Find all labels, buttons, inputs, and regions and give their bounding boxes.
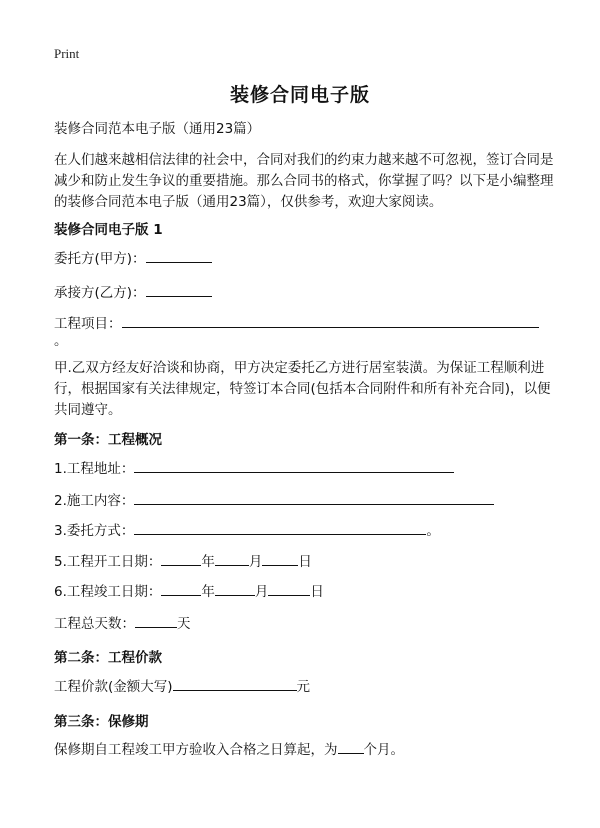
contractor-label: 承接方(乙方)：: [54, 285, 146, 301]
finish-year-unit: 年: [201, 584, 215, 600]
finish-year-blank[interactable]: [161, 581, 201, 596]
finish-day-unit: 日: [310, 584, 324, 600]
method-end-mark: 。: [426, 523, 440, 539]
total-days-unit: 天: [177, 616, 191, 632]
method-row: [54, 520, 440, 542]
finish-date-label: 6.工程竣工日期：: [54, 584, 162, 600]
article-1-heading: 第一条：工程概况: [54, 432, 162, 448]
project-blank[interactable]: [122, 313, 539, 328]
warranty-months-blank[interactable]: [338, 739, 364, 754]
contractor-blank[interactable]: [146, 282, 212, 297]
finish-day-blank[interactable]: [268, 581, 310, 596]
price-row: [54, 676, 310, 698]
address-row: [54, 458, 454, 480]
address-label: 1.工程地址：: [54, 461, 135, 477]
document-title: 装修合同电子版: [229, 84, 370, 106]
finish-month-unit: 月: [254, 584, 269, 600]
content-label: 2.施工内容：: [54, 493, 135, 509]
client-row: [54, 248, 212, 270]
project-row: [54, 313, 539, 335]
method-blank[interactable]: [134, 520, 426, 535]
price-label: 工程价款(金额大写): [54, 679, 173, 695]
method-label: 3.委托方式：: [54, 523, 135, 539]
document-subtitle: 装修合同范本电子版（通用23篇）: [54, 121, 261, 137]
start-month-unit: 月: [248, 554, 263, 570]
address-blank[interactable]: [134, 458, 454, 473]
finish-month-blank[interactable]: [215, 581, 255, 596]
project-end-mark: 。: [54, 333, 68, 349]
intro-paragraph: 在人们越来越相信法律的社会中，合同对我们的约束力越来越不可忽视，签订合同是减少和防止发生争议的重要措施。那么合同书的格式，你掌握了吗？以下是小编整理的装修合同范本电子版（通用23篇），仅供参考，欢迎大家阅读。: [54, 152, 554, 210]
start-date-row: [54, 551, 312, 573]
contractor-row: [54, 282, 212, 304]
agreement-paragraph: 甲.乙双方经友好洽谈和协商，甲方决定委托乙方进行居室装潢。为保证工程顺利进行，根据国家有关法律规定，特签订本合同(包括本合同附件和所有补充合同)，以便共同遵守。: [54, 360, 551, 418]
finish-date-row: [54, 581, 324, 603]
total-days-label: 工程总天数：: [54, 616, 135, 632]
project-label: 工程项目：: [54, 316, 122, 332]
article-3-heading: 第三条：保修期: [54, 714, 149, 730]
start-month-blank[interactable]: [215, 551, 249, 566]
content-row: [54, 490, 494, 512]
warranty-prefix: 保修期自工程竣工甲方验收入合格之日算起，为: [54, 742, 338, 758]
start-day-unit: 日: [298, 554, 312, 570]
price-blank[interactable]: [173, 676, 297, 691]
client-label: 委托方(甲方)：: [54, 251, 146, 267]
total-days-blank[interactable]: [135, 613, 177, 628]
start-year-unit: 年: [201, 554, 215, 570]
start-year-blank[interactable]: [161, 551, 201, 566]
start-day-blank[interactable]: [262, 551, 298, 566]
warranty-row: [54, 739, 404, 761]
section-heading-1: 装修合同电子版 1: [54, 222, 163, 238]
article-2-heading: 第二条：工程价款: [54, 650, 162, 666]
warranty-suffix: 个月。: [363, 742, 404, 758]
start-date-label: 5.工程开工日期：: [54, 554, 162, 570]
total-days-row: [54, 613, 191, 635]
print-link[interactable]: Print: [54, 46, 80, 61]
price-unit: 元: [296, 679, 311, 695]
content-blank[interactable]: [134, 490, 494, 505]
client-blank[interactable]: [146, 248, 212, 263]
